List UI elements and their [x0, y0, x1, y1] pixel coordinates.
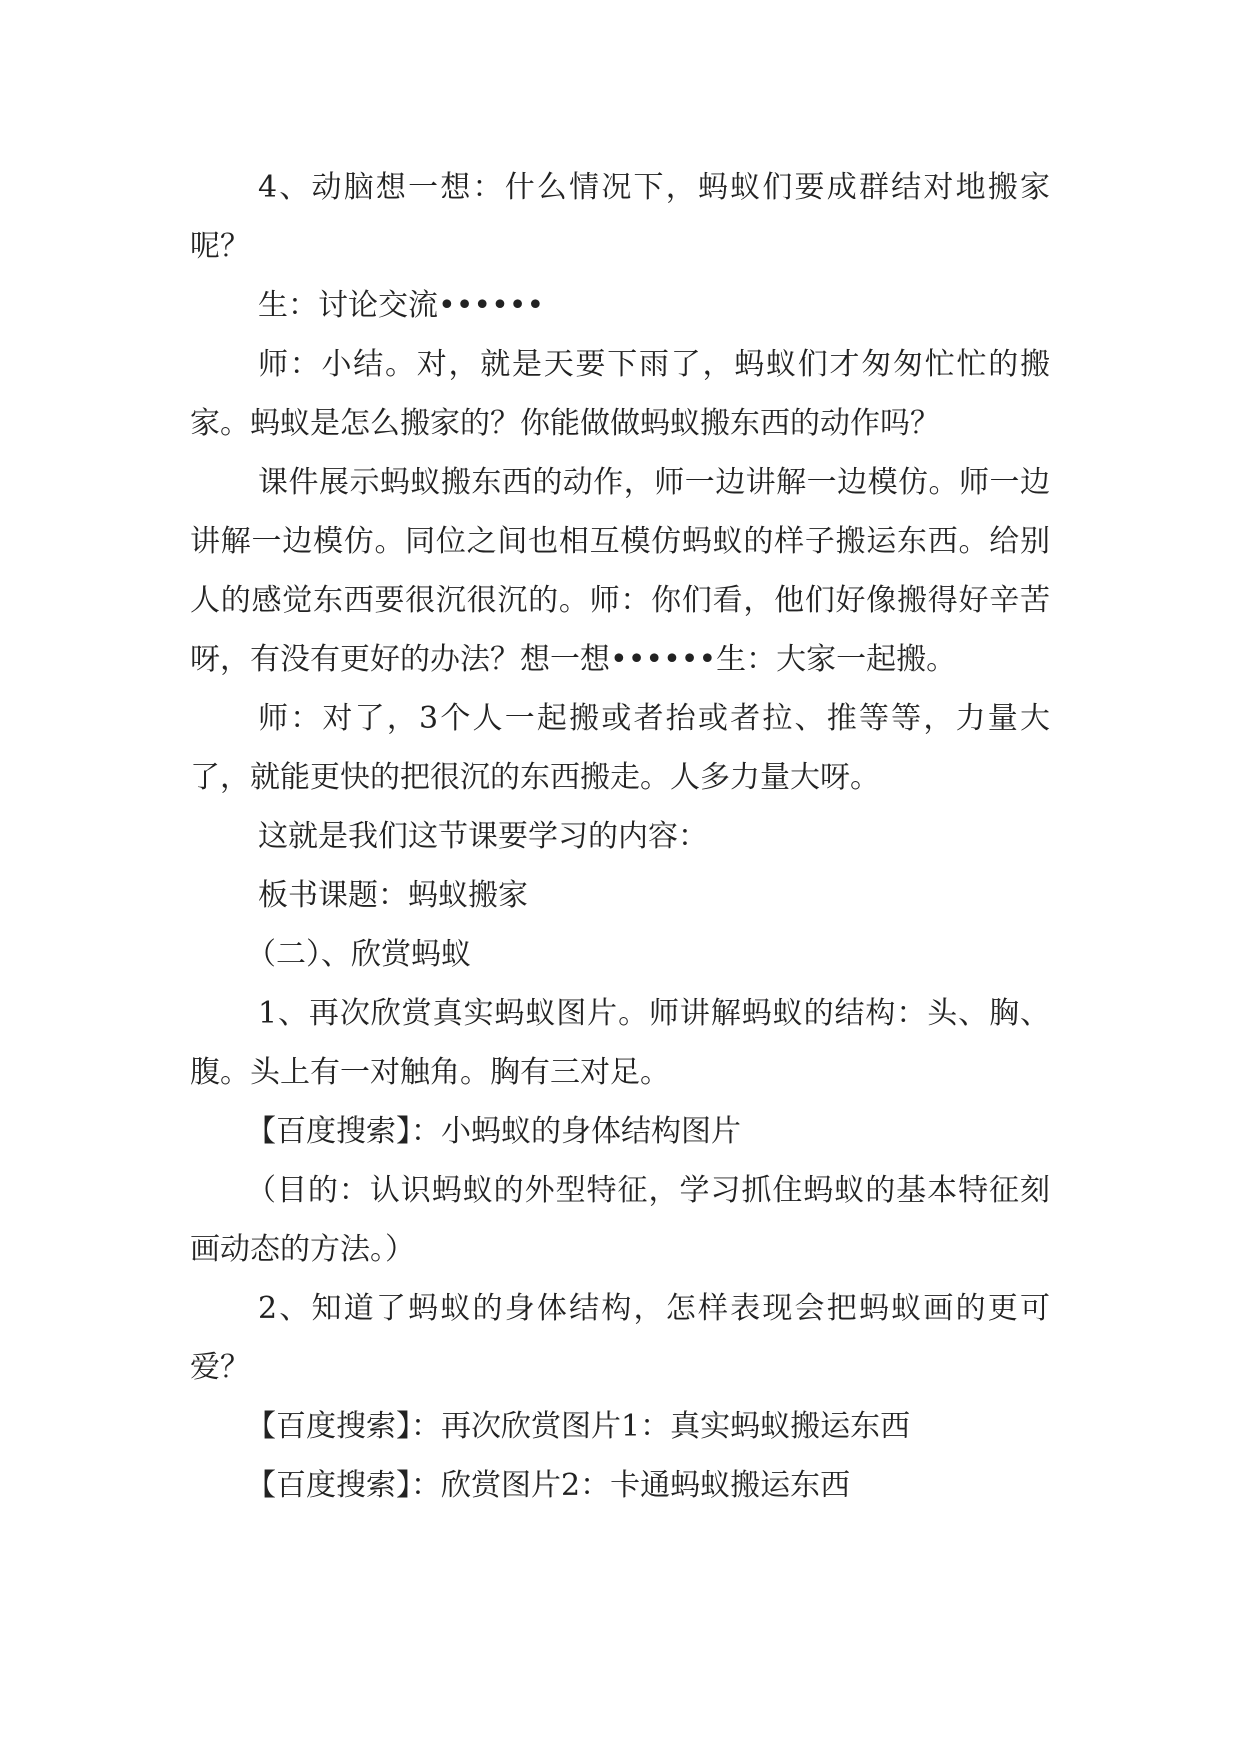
paragraph-ant-structure: 1、再次欣赏真实蚂蚁图片。师讲解蚂蚁的结构：头、胸、腹。头上有一对触角。胸有三对足。	[190, 996, 1050, 1090]
paragraph-teacher-teamwork: 师：对了，3个人一起搬或者抬或者拉、推等等，力量大了，就能更快的把很沉的东西搬走。人多力量大呀。	[190, 701, 1050, 795]
paragraph-student-discussion: 生：讨论交流••••••	[258, 288, 545, 323]
section-heading-appreciate-ants: （二）、欣赏蚂蚁	[246, 937, 471, 972]
paragraph-search-image-2: 【百度搜索】：欣赏图片2：卡通蚂蚁搬运东西	[246, 1468, 851, 1503]
paragraph-search-structure: 【百度搜索】：小蚂蚁的身体结构图片	[246, 1114, 741, 1149]
paragraph-cute-ants-question: 2、知道了蚂蚁的身体结构，怎样表现会把蚂蚁画的更可爱？	[190, 1291, 1050, 1385]
paragraph-purpose: （目的：认识蚂蚁的外型特征，学习抓住蚂蚁的基本特征刻画动态的方法。）	[190, 1173, 1050, 1267]
paragraph-teacher-summary: 师：小结。对，就是天要下雨了，蚂蚁们才匆匆忙忙的搬家。蚂蚁是怎么搬家的？你能做做蚂蚁搬东西的动作吗？	[190, 347, 1050, 441]
paragraph-board-title: 板书课题：蚂蚁搬家	[258, 878, 528, 913]
document-body	[190, 158, 1050, 1515]
paragraph-search-image-1: 【百度搜索】：再次欣赏图片1：真实蚂蚁搬运东西	[246, 1409, 911, 1444]
paragraph-lesson-content: 这就是我们这节课要学习的内容：	[258, 819, 708, 854]
paragraph-courseware-demo: 课件展示蚂蚁搬东西的动作，师一边讲解一边模仿。师一边讲解一边模仿。同位之间也相互模仿蚂蚁的样子搬运东西。给别人的感觉东西要很沉很沉的。师：你们看，他们好像搬得好辛苦呀，有没有更好的办法？想一想••••••生：大家一起搬。	[190, 465, 1050, 677]
paragraph-think-question: 4、动脑想一想：什么情况下，蚂蚁们要成群结对地搬家呢？	[190, 170, 1050, 264]
